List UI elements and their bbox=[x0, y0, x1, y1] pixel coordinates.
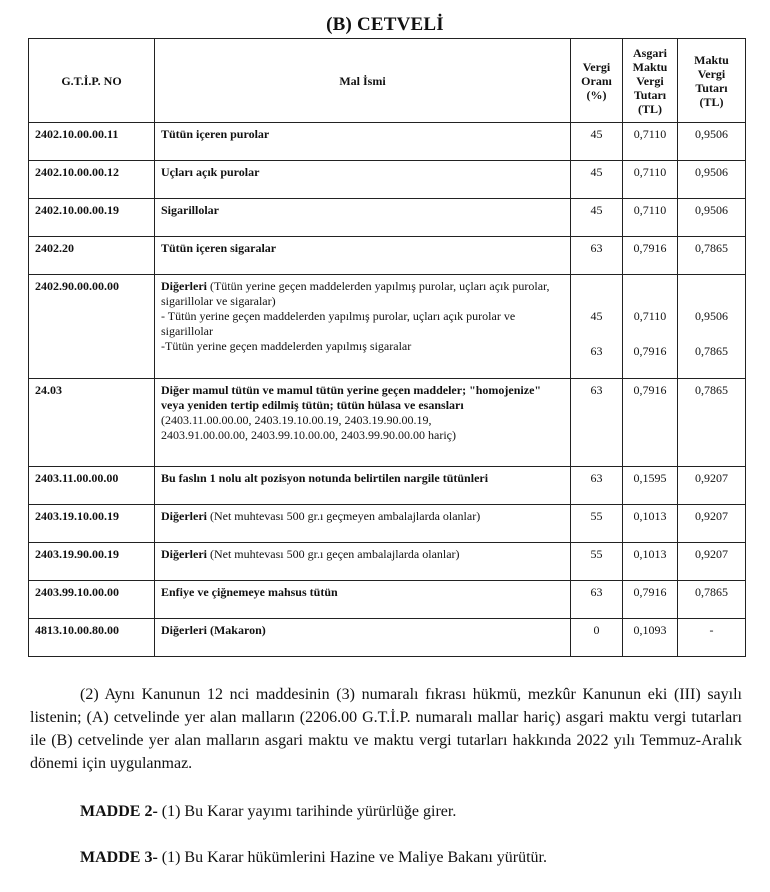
gtip-code: 2402.20 bbox=[29, 237, 155, 275]
madde-2-text: (1) Bu Karar yayımı tarihinde yürürlüğe girer. bbox=[157, 803, 457, 820]
maktu-tutar: 0,9207 bbox=[678, 467, 746, 505]
table-row bbox=[29, 123, 746, 161]
maktu-tutar: 0,7865 bbox=[678, 379, 746, 467]
gtip-code: 2402.10.00.00.19 bbox=[29, 199, 155, 237]
gtip-code: 2402.10.00.00.11 bbox=[29, 123, 155, 161]
cetvel-table bbox=[28, 38, 746, 657]
mal-ismi: Diğerleri (Makaron) bbox=[155, 619, 571, 657]
asgari-tutar: 0,7110 bbox=[623, 123, 678, 161]
table-row bbox=[29, 237, 746, 275]
madde-3 bbox=[80, 846, 740, 869]
asgari-tutar: 0,7110 bbox=[623, 161, 678, 199]
asgari-tutar: 0,1093 bbox=[623, 619, 678, 657]
mal-ismi: Bu faslın 1 nolu alt pozisyon notunda belirtilen nargile tütünleri bbox=[155, 467, 571, 505]
mal-ismi-head: Diğerleri (Tütün yerine geçen maddelerden yapılmış purolar, uçları açık purolar, sigarillolar ve sigaralar) bbox=[161, 279, 550, 308]
vergi-orani: 45 bbox=[571, 123, 623, 161]
header-mal-ismi: Mal İsmi bbox=[155, 39, 571, 123]
maktu-tutar: 0,9506 0,7865 bbox=[678, 275, 746, 379]
sub-item-2: -Tütün yerine geçen maddelerden yapılmış sigaralar bbox=[161, 339, 412, 353]
maktu-tutar: 0,7865 bbox=[678, 581, 746, 619]
header-asgari: Asgari Maktu Vergi Tutarı (TL) bbox=[623, 39, 678, 123]
table-row bbox=[29, 275, 746, 379]
asgari-tutar: 0,7916 bbox=[623, 379, 678, 467]
vergi-orani: 63 bbox=[571, 237, 623, 275]
header-row bbox=[29, 39, 746, 123]
madde-2-label: MADDE 2- bbox=[80, 803, 158, 820]
gtip-code: 2402.10.00.00.12 bbox=[29, 161, 155, 199]
mal-ismi: Diğerleri (Net muhtevası 500 gr.ı geçen ambalajlarda olanlar) bbox=[155, 543, 571, 581]
madde-3-label: MADDE 3- bbox=[80, 849, 158, 866]
vergi-orani: 55 bbox=[571, 543, 623, 581]
gtip-code: 4813.10.00.80.00 bbox=[29, 619, 155, 657]
maktu-tutar: - bbox=[678, 619, 746, 657]
gtip-code: 2403.19.90.00.19 bbox=[29, 543, 155, 581]
maktu-tutar: 0,9207 bbox=[678, 505, 746, 543]
gtip-code: 2403.11.00.00.00 bbox=[29, 467, 155, 505]
table-row bbox=[29, 199, 746, 237]
vergi-orani: 63 bbox=[571, 467, 623, 505]
mal-ismi: Tütün içeren sigaralar bbox=[155, 237, 571, 275]
asgari-tutar: 0,7916 bbox=[623, 581, 678, 619]
mal-ismi: Tütün içeren purolar bbox=[155, 123, 571, 161]
sub-item-1: - Tütün yerine geçen maddelerden yapılmış purolar, uçları açık purolar ve sigarillolar bbox=[161, 309, 516, 338]
asgari-tutar: 0,1013 bbox=[623, 505, 678, 543]
gtip-code: 2403.99.10.00.00 bbox=[29, 581, 155, 619]
table-row bbox=[29, 581, 746, 619]
vergi-orani: 0 bbox=[571, 619, 623, 657]
asgari-tutar: 0,1013 bbox=[623, 543, 678, 581]
mal-ismi: Sigarillolar bbox=[155, 199, 571, 237]
document-title: (B) CETVELİ bbox=[326, 14, 444, 35]
asgari-tutar: 0,7916 bbox=[623, 237, 678, 275]
header-maktu: Maktu Vergi Tutarı (TL) bbox=[678, 39, 746, 123]
paragraph-2: (2) Aynı Kanunun 12 nci maddesinin (3) numaralı fıkrası hükmü, mezkûr Kanunun eki (III) sayılı listenin; (A) cetvelinde yer alan malların (2206.00 G.T.İ.P. numaralı mallar hariç) asgari maktu vergi tutarları ile (B) cetvelinde yer alan malların asgari maktu ve maktu vergi tutarları hakkında 2022 yılı Temmuz-Aralık dönemi için uygulanmaz. bbox=[30, 686, 742, 772]
vergi-orani: 55 bbox=[571, 505, 623, 543]
vergi-orani: 45 bbox=[571, 199, 623, 237]
header-vergi-orani: Vergi Oranı (%) bbox=[571, 39, 623, 123]
table-row bbox=[29, 467, 746, 505]
mal-ismi: Diğer mamul tütün ve mamul tütün yerine geçen maddeler; "homojenize" veya yeniden tertip edilmiş tütün; tütün hülasa ve esansları (2403.11.00.00.00, 2403.19.10.00.19, 2403.19.90.00.19, 2403.91.00.00.00, 2403.99.10.00.00, 2403.99.90.00.00 hariç) bbox=[155, 379, 571, 467]
mal-ismi: Diğerleri (Net muhtevası 500 gr.ı geçmeyen ambalajlarda olanlar) bbox=[155, 505, 571, 543]
gtip-code: 24.03 bbox=[29, 379, 155, 467]
asgari-tutar: 0,7110 0,7916 bbox=[623, 275, 678, 379]
table-row bbox=[29, 161, 746, 199]
asgari-tutar: 0,7110 bbox=[623, 199, 678, 237]
table-row bbox=[29, 543, 746, 581]
maktu-tutar: 0,9506 bbox=[678, 123, 746, 161]
mal-ismi: Uçları açık purolar bbox=[155, 161, 571, 199]
table-row bbox=[29, 505, 746, 543]
maktu-tutar: 0,9207 bbox=[678, 543, 746, 581]
vergi-orani: 63 bbox=[571, 379, 623, 467]
header-gtip: G.T.İ.P. NO bbox=[29, 39, 155, 123]
gtip-code: 2402.90.00.00.00 bbox=[29, 275, 155, 379]
vergi-orani: 45 63 bbox=[571, 275, 623, 379]
vergi-orani: 45 bbox=[571, 161, 623, 199]
maktu-tutar: 0,9506 bbox=[678, 161, 746, 199]
madde-2 bbox=[80, 800, 740, 823]
gtip-code: 2403.19.10.00.19 bbox=[29, 505, 155, 543]
vergi-orani: 63 bbox=[571, 581, 623, 619]
table-row bbox=[29, 619, 746, 657]
table-row bbox=[29, 379, 746, 467]
madde-3-text: (1) Bu Karar hükümlerini Hazine ve Maliye Bakanı yürütür. bbox=[157, 849, 547, 866]
maktu-tutar: 0,9506 bbox=[678, 199, 746, 237]
asgari-tutar: 0,1595 bbox=[623, 467, 678, 505]
maktu-tutar: 0,7865 bbox=[678, 237, 746, 275]
mal-ismi: Enfiye ve çiğnemeye mahsus tütün bbox=[155, 581, 571, 619]
mal-ismi bbox=[155, 275, 571, 379]
